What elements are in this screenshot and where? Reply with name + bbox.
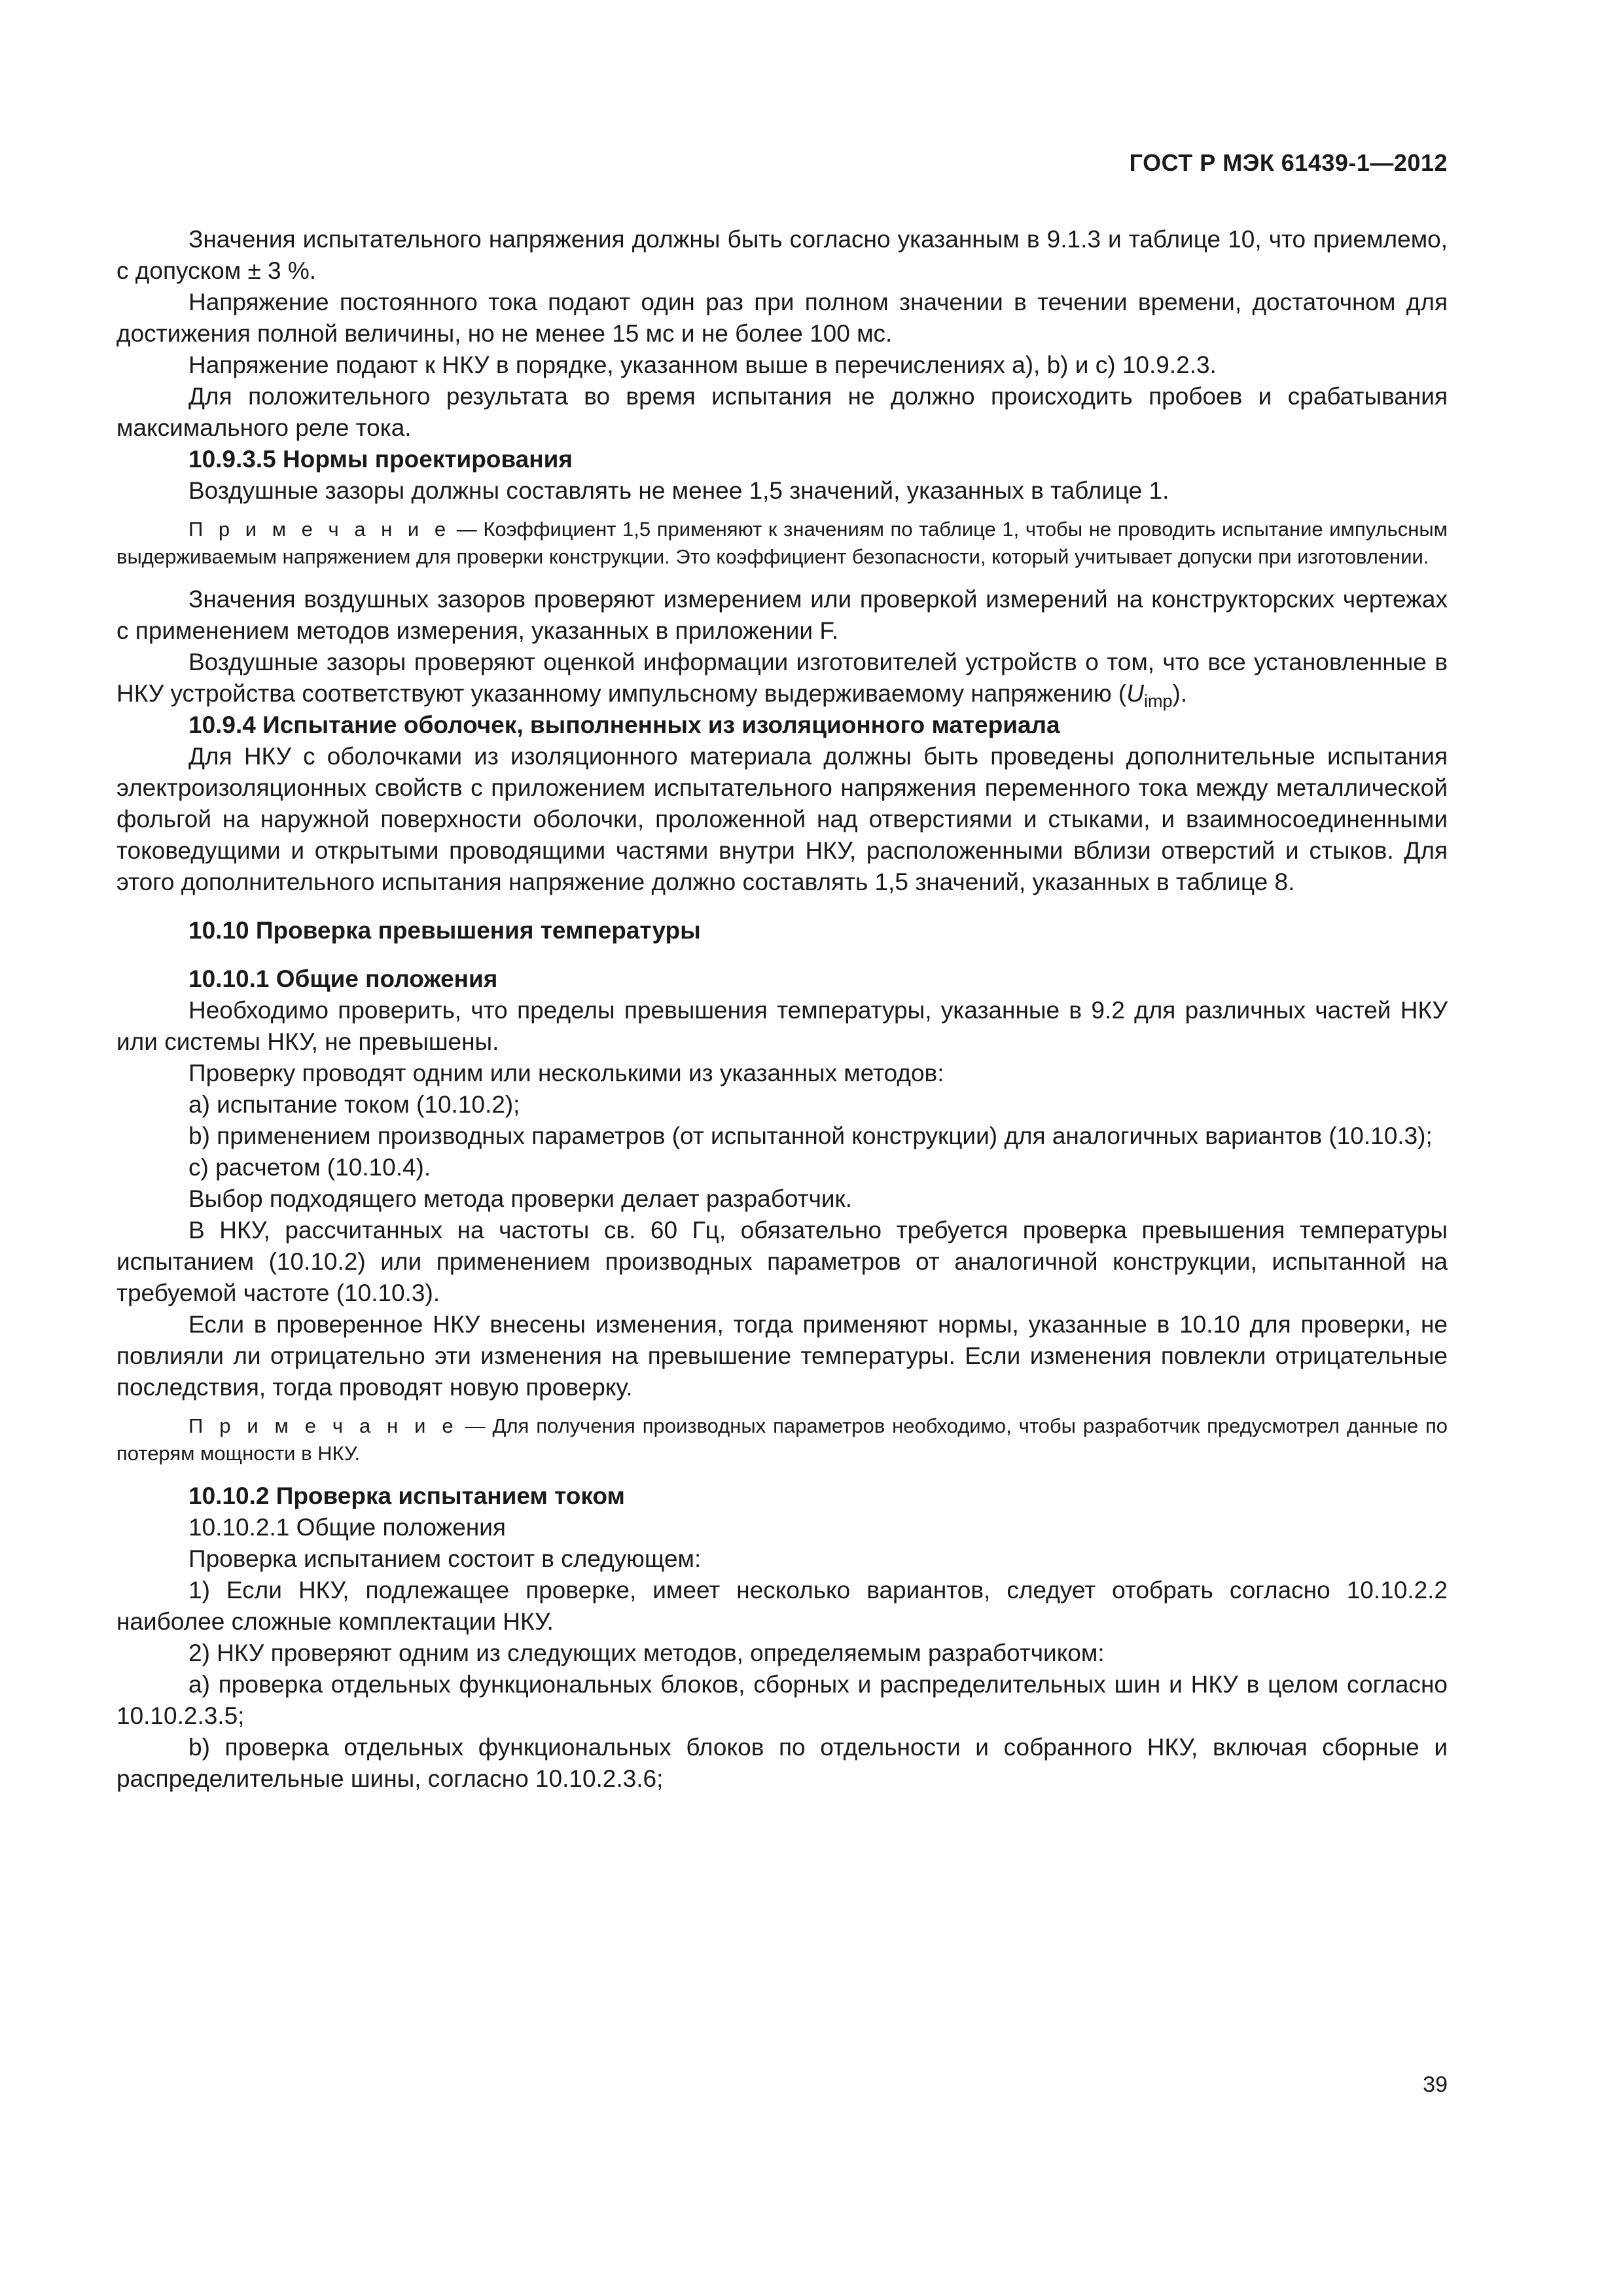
paragraph-text: Воздушные зазоры проверяют оценкой информации изготовителей устройств о том, что все установленные в НКУ устройства соответствуют указанному импульсному выдерживаемому напряжению ( xyxy=(116,649,1448,707)
paragraph: Значения воздушных зазоров проверяют измерением или проверкой измерений на конструкторских чертежах с применением методов измерения, указанных в приложении F. xyxy=(116,586,1448,644)
section-heading-10-9-3-5: 10.9.3.5 Нормы проектирования xyxy=(188,446,573,473)
list-item: а) испытание током (10.10.2); xyxy=(188,1091,520,1118)
page-number: 39 xyxy=(1423,2072,1448,2097)
note-block xyxy=(116,516,1448,571)
section-heading-10-10: 10.10 Проверка превышения температуры xyxy=(188,917,701,944)
subsection-heading-10-10-2-1: 10.10.2.1 Общие положения xyxy=(188,1514,506,1541)
voltage-symbol: U xyxy=(1126,680,1144,707)
paragraph-text-end: ). xyxy=(1172,680,1188,707)
note-block xyxy=(116,1412,1448,1467)
section-heading-10-10-2: 10.10.2 Проверка испытанием током xyxy=(188,1482,625,1509)
paragraph: В НКУ, рассчитанных на частоты св. 60 Гц, обязательно требуется проверка превышения температуры испытанием (10.10.2) или применением производных параметров от аналогичной конструкции, испытанной на требуемой частоте (10.10.3). xyxy=(116,1217,1448,1306)
paragraph: Воздушные зазоры должны составлять не менее 1,5 значений, указанных в таблице 1. xyxy=(188,477,1169,504)
note-text: — Коэффициент 1,5 применяют к значениям по таблице 1, чтобы не проводить испытание импульсным выдерживаемым напряжением для проверки конструкции. Это коэффициент безопасности, который учитывает допуски при изготовлении. xyxy=(116,518,1448,568)
section-heading-10-10-1: 10.10.1 Общие положения xyxy=(188,965,498,992)
paragraph: Проверка испытанием состоит в следующем: xyxy=(188,1545,702,1572)
note-label: П р и м е ч а н и е xyxy=(188,518,451,541)
list-item: c) расчетом (10.10.4). xyxy=(188,1154,431,1181)
section-heading-10-9-4: 10.9.4 Испытание оболочек, выполненных из изоляционного материала xyxy=(188,711,1060,738)
paragraph: Для НКУ с оболочками из изоляционного материала должны быть проведены дополнительные испытания электроизоляционных свойств с приложением испытательного напряжения переменного тока между металлической фольгой на наружной поверхности оболочки, проложенной над отверстиями и стыками, и взаимносоединенными токоведущими и открытыми проводящими частями внутри НКУ, расположенными вблизи отверстий и стыков. Для этого дополнительного испытания напряжение должно составлять 1,5 значений, указанных в таблице 8. xyxy=(116,743,1448,895)
paragraph: Значения испытательного напряжения должны быть согласно указанным в 9.1.3 и таблице 10, что приемлемо, с допуском ± 3 %. xyxy=(116,226,1448,284)
paragraph: Проверку проводят одним или несколькими из указанных методов: xyxy=(188,1060,944,1086)
list-item: b) применением производных параметров (от испытанной конструкции) для аналогичных вариантов (10.10.3); xyxy=(188,1122,1433,1149)
note-label: П р и м е ч а н и е xyxy=(188,1414,458,1437)
paragraph: Напряжение подают к НКУ в порядке, указанном выше в перечислениях а), b) и c) 10.9.2.3. xyxy=(188,351,1217,378)
paragraph: Для положительного результата во время испытания не должно происходить пробоев и срабатывания максимального реле тока. xyxy=(116,383,1448,441)
list-item: 1) Если НКУ, подлежащее проверке, имеет несколько вариантов, следует отобрать согласно 10.10.2.2 наиболее сложные комплектации НКУ. xyxy=(116,1577,1448,1635)
paragraph: Если в проверенное НКУ внесены изменения, тогда применяют нормы, указанные в 10.10 для проверки, не повлияли ли отрицательно эти изменения на превышение температуры. Если изменения повлекли отрицательные последствия, тогда проводят новую проверку. xyxy=(116,1311,1448,1401)
standard-header: ГОСТ Р МЭК 61439-1—2012 xyxy=(1129,149,1448,176)
note-text: — Для получения производных параметров необходимо, чтобы разработчик предусмотрел данные по потерям мощности в НКУ. xyxy=(116,1414,1448,1465)
list-item: a) проверка отдельных функциональных блоков, сборных и распределительных шин и НКУ в целом согласно 10.10.2.3.5; xyxy=(116,1671,1448,1729)
list-item: 2) НКУ проверяют одним из следующих методов, определяемым разработчиком: xyxy=(188,1640,1105,1666)
paragraph xyxy=(116,647,1448,709)
page-content xyxy=(116,224,1448,1795)
list-item: b) проверка отдельных функциональных блоков по отдельности и собранного НКУ, включая сборные и распределительные шины, согласно 10.10.2.3.6; xyxy=(116,1734,1448,1792)
voltage-subscript: imp xyxy=(1144,691,1173,711)
paragraph: Необходимо проверить, что пределы превышения температуры, указанные в 9.2 для различных частей НКУ или системы НКУ, не превышены. xyxy=(116,997,1448,1055)
paragraph: Напряжение постоянного тока подают один раз при полном значении в течении времени, достаточном для достижения полной величины, но не менее 15 мс и не более 100 мс. xyxy=(116,289,1448,347)
paragraph: Выбор подходящего метода проверки делает разработчик. xyxy=(188,1185,853,1212)
